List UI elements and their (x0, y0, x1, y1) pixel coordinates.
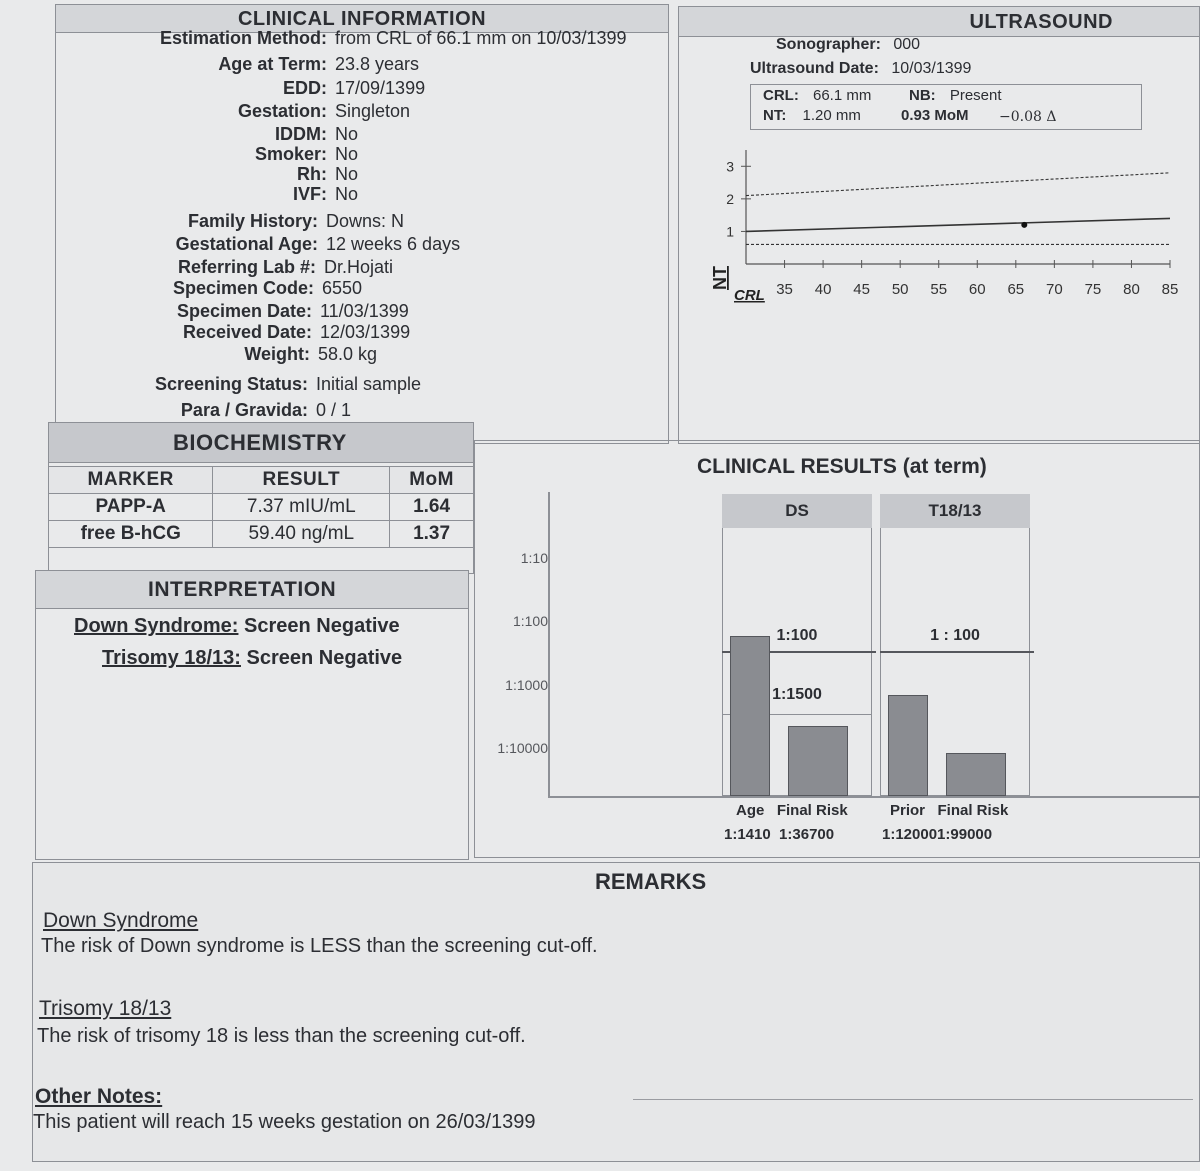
clinical-field-label: Screening Status: (154, 374, 308, 394)
clinical-field-row (27, 28, 627, 49)
notes-divider (633, 1099, 1193, 1100)
clinical-field-row (27, 124, 358, 145)
nt-series-line (746, 218, 1170, 231)
clinical-field-row (18, 234, 460, 255)
x-tick-label: 55 (930, 281, 948, 298)
risk-cutoff-label: 1:1500 (772, 685, 822, 703)
risk-cutoff-label: 1 : 100 (930, 627, 980, 645)
clinical-field-label: Age at Term: (218, 54, 327, 74)
clinical-results-title: CLINICAL RESULTS (at term) (697, 455, 987, 478)
clinical-field-row (10, 344, 377, 365)
risk-bar (946, 753, 1006, 796)
nt-crl-chart (700, 140, 1190, 310)
risk-y-tick-label: 1:100 (512, 613, 548, 630)
clinical-field-label: Para / Gravida: (180, 400, 308, 420)
ds-bar-values: 1:1410 1:36700 (724, 826, 835, 843)
mom-cell: 1.37 (390, 521, 474, 548)
result-cell: 59.40 ng/mL (213, 521, 390, 548)
measurements-box: CRL: 66.1 mm NB: Present NT: 1.20 mm 0.93 MoM −0.08 Δ (750, 84, 1142, 130)
clinical-information-title: CLINICAL INFORMATION (56, 5, 668, 33)
result-header: RESULT (213, 467, 390, 494)
risk-y-tick-label: 1:10000 (497, 740, 548, 756)
clinical-field-row (27, 101, 410, 122)
clinical-field-value: No (335, 144, 359, 164)
interpretation-title: INTERPRETATION (36, 571, 468, 609)
interpretation-ds-line: Down Syndrome: Screen Negative (74, 615, 400, 637)
interpretation-panel (35, 570, 469, 860)
sonographer-row: Sonographer: 000 (776, 36, 921, 53)
clinical-field-value: No (335, 124, 359, 144)
clinical-field-value: No (335, 164, 359, 184)
risk-y-tick-label: 1:1000 (505, 676, 548, 693)
risk-group-header: T18/13 (880, 494, 1030, 528)
nt-series-line (746, 173, 1170, 196)
clinical-field-row (27, 144, 358, 165)
remarks-notes-text: This patient will reach 15 weeks gestation on 26/03/1399 (33, 1111, 536, 1133)
clinical-field-value: Initial sample (316, 374, 422, 394)
clinical-field-row (14, 278, 362, 299)
clinical-field-value: from CRL of 66.1 mm on 10/03/1399 (335, 28, 627, 48)
clinical-field-label: Gestation: (237, 101, 327, 121)
patient-nt-point (1021, 222, 1027, 228)
clinical-field-label: Rh: (297, 164, 327, 184)
table-row (49, 521, 474, 548)
clinical-field-value: No (335, 184, 359, 204)
x-tick-label: 35 (776, 281, 793, 298)
clinical-field-row (27, 164, 358, 185)
biochemistry-table (48, 466, 474, 548)
ultrasound-date-row: Ultrasound Date: 10/03/1399 (750, 60, 972, 77)
risk-cutoff-label: 1:100 (776, 627, 818, 645)
clinical-field-label: Smoker: (254, 144, 327, 164)
x-tick-label: 85 (1161, 281, 1179, 298)
marker-cell: PAPP-A (49, 494, 213, 521)
clinical-field-row (8, 400, 351, 421)
risk-bar (888, 695, 928, 796)
risk-y-axis (548, 492, 550, 798)
table-row (49, 494, 474, 521)
t18-bar-labels: Prior Final Risk (890, 802, 1009, 819)
clinical-field-value: 6550 (322, 278, 363, 298)
clinical-field-row (12, 322, 410, 343)
mom-cell: 1.64 (390, 494, 474, 521)
marker-cell: free B-hCG (49, 521, 213, 548)
clinical-field-label: IDDM: (275, 124, 327, 144)
interpretation-t18-line: Trisomy 18/13: Screen Negative (102, 647, 403, 669)
remarks-notes-heading: Other Notes: (35, 1085, 163, 1108)
x-tick-label: 80 (1123, 281, 1140, 298)
clinical-field-label: Gestational Age: (175, 234, 318, 254)
remarks-ds-text: The risk of Down syndrome is LESS than the screening cut-off. (41, 935, 598, 957)
clinical-field-value: 0 / 1 (316, 400, 352, 420)
clinical-field-value: Downs: N (326, 211, 405, 231)
remarks-title: REMARKS (595, 869, 707, 894)
clinical-field-row (8, 374, 421, 395)
remarks-panel (32, 862, 1200, 1162)
clinical-field-value: 11/03/1399 (320, 301, 409, 321)
t18-bar-values: 1:120001:99000 (882, 826, 993, 843)
clinical-field-label: Estimation Method: (160, 28, 327, 48)
clinical-field-row (18, 211, 404, 232)
clinical-field-row (12, 301, 409, 322)
marker-header: MARKER (49, 467, 213, 494)
y-tick-label: 1 (726, 223, 734, 240)
risk-bar (730, 636, 770, 796)
x-tick-label: 50 (891, 281, 909, 298)
clinical-field-label: EDD: (283, 78, 327, 98)
clinical-field-value: 23.8 years (335, 54, 420, 74)
result-cell: 7.37 mIU/mL (213, 494, 390, 521)
ultrasound-title: ULTRASOUND (679, 7, 1199, 37)
clinical-field-row (27, 78, 425, 99)
ds-bar-labels: Age Final Risk (736, 802, 848, 819)
clinical-field-row (27, 54, 419, 75)
clinical-field-label: Weight: (244, 344, 310, 364)
clinical-field-label: Specimen Code: (172, 278, 314, 298)
x-tick-label: 45 (853, 281, 870, 298)
risk-y-tick-label: 1:10 (520, 550, 548, 566)
clinical-field-row (16, 257, 393, 278)
clinical-field-label: Specimen Date: (176, 301, 312, 321)
x-tick-label: 75 (1084, 281, 1102, 298)
y-tick-label: 3 (726, 158, 734, 175)
biochemistry-header-row (49, 467, 474, 494)
remarks-t18-text: The risk of trisomy 18 is less than the screening cut-off. (37, 1025, 526, 1047)
y-tick-label: 2 (726, 190, 734, 207)
risk-bar (788, 726, 848, 796)
biochemistry-title: BIOCHEMISTRY (49, 423, 473, 463)
x-tick-label: 65 (1007, 281, 1025, 298)
remarks-t18-heading: Trisomy 18/13 (39, 997, 172, 1020)
clinical-field-row (27, 184, 358, 205)
clinical-field-value: 12 weeks 6 days (326, 234, 461, 254)
clinical-field-value: 17/09/1399 (335, 78, 426, 98)
clinical-field-value: 58.0 kg (318, 344, 378, 364)
x-tick-label: 60 (968, 281, 986, 298)
clinical-field-value: Singleton (335, 101, 411, 121)
risk-cutoff-line (880, 651, 1034, 653)
clinical-field-label: Family History: (187, 211, 318, 231)
clinical-field-value: Dr.Hojati (324, 257, 394, 277)
x-tick-label: 70 (1046, 281, 1063, 298)
mom-header: MoM (390, 467, 474, 494)
nt-axis-label: NT (710, 266, 730, 290)
risk-group-header: DS (722, 494, 872, 528)
x-tick-label: 40 (814, 281, 832, 298)
risk-x-axis (548, 796, 1200, 798)
clinical-field-value: 12/03/1399 (320, 322, 411, 342)
crl-axis-label: CRL (734, 287, 765, 304)
clinical-field-label: IVF: (293, 184, 327, 204)
remarks-ds-heading: Down Syndrome (43, 909, 199, 932)
clinical-field-label: Referring Lab #: (177, 257, 316, 277)
clinical-field-label: Received Date: (182, 322, 312, 342)
